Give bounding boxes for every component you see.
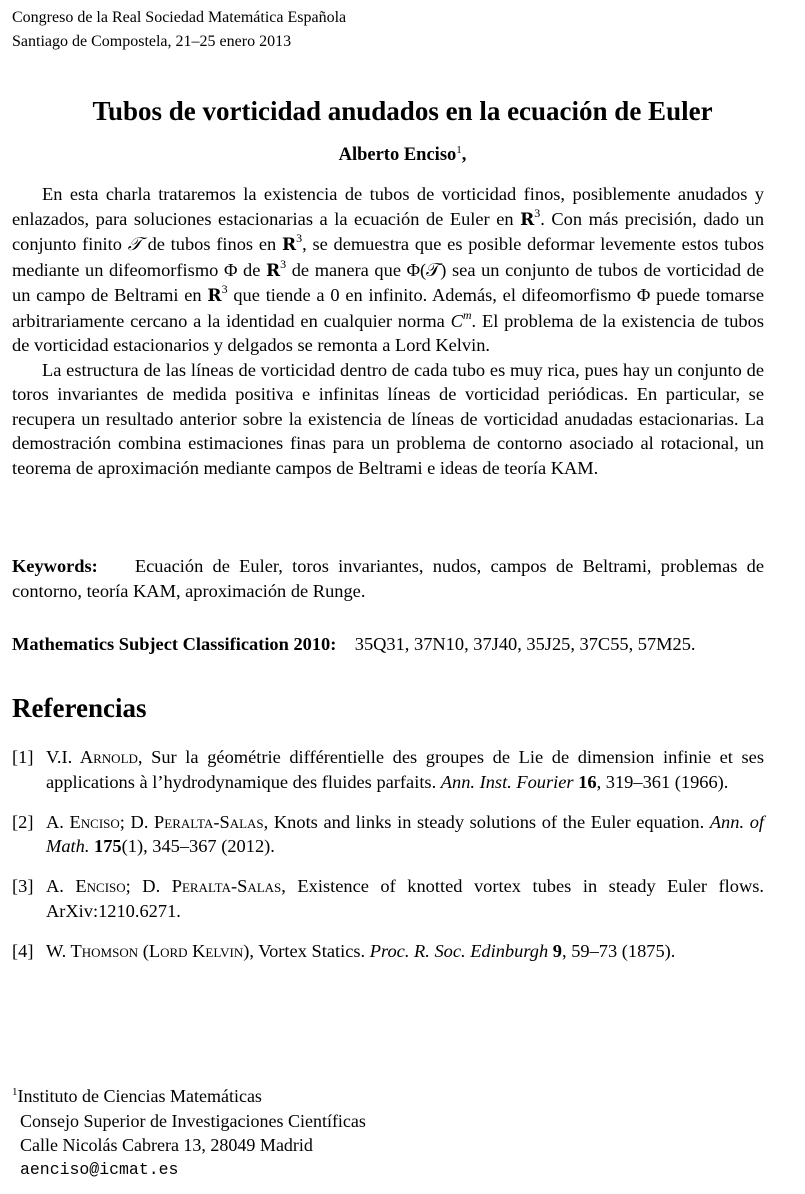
reference-author-sc: homson — [81, 940, 139, 961]
math-R: R — [207, 286, 222, 306]
author-name: Alberto Enciso — [338, 145, 457, 165]
reference-author-sc: nciso — [86, 876, 126, 896]
reference-journal: Proc. R. Soc. Edinburgh — [369, 940, 549, 961]
reference-number: [1] — [12, 747, 34, 767]
reference-author-sc: rnold — [93, 747, 138, 767]
paper-title: Tubos de vorticidad anudados en la ecuación de Euler — [92, 96, 713, 126]
text-fragment: puede tomarse arbitrariamente cercano a la identidad en cualquier norma — [12, 285, 764, 331]
math-m: m — [462, 307, 472, 322]
reference-author: V.I. A — [46, 747, 94, 767]
reference-author: A. E — [46, 811, 81, 832]
author-affiliation-footnote — [12, 1084, 366, 1182]
reference-author: ; D. P — [125, 876, 182, 896]
text-fragment: sea un conjunto de tubos de vorticidad de un campo de Beltrami en — [12, 259, 765, 305]
math-Phi: Φ — [636, 285, 651, 305]
reference-author-sc: nciso — [80, 811, 120, 832]
math-R: R — [281, 235, 297, 255]
reference-author-sc: alas — [229, 811, 264, 832]
reference-author-sc: elvin — [205, 940, 244, 961]
author-footnote-mark: 1 — [456, 144, 462, 156]
reference-text: , Vortex Statics. — [249, 940, 370, 961]
conference-location-date: Santiago de Compostela, 21–25 enero 2013 — [12, 33, 292, 50]
reference-text: , Existence of knotted vortex tubes in steady Euler flows. ArXiv:1210.6271. — [46, 876, 764, 921]
text-fragment: . Con más precisión, dado un conjunto finito — [12, 208, 765, 254]
text-fragment: de tubos finos en — [141, 234, 282, 254]
reference-author: -S — [213, 811, 230, 832]
reference-pages-year: , 59–73 (1875). — [562, 940, 676, 961]
reference-author-sc: eralta — [164, 811, 214, 832]
msc-codes: 35Q31, 37N10, 37J40, 35J25, 37C55, 57M25. — [354, 634, 696, 654]
keywords-text: Ecuación de Euler, toros invariantes, nudos, campos de Beltrami, problemas de contorno, teoría KAM, aproximación de Runge. — [12, 556, 765, 601]
reference-author-sc: alas — [247, 876, 282, 896]
text-fragment: , se demuestra que es posible deformar levemente estos tubos mediante un difeomorfismo — [12, 234, 764, 280]
reference-volume: 175 — [94, 836, 122, 856]
reference-author: ; D. P — [119, 811, 165, 832]
reference-text: , Sur la géométrie différentielle des groupes de Lie de dimension infinie et ses applications à l’hydrodynamique des fluides parfaits. — [46, 747, 764, 792]
reference-author: A. E — [46, 876, 87, 896]
reference-pages-year: , 319–361 (1966). — [596, 771, 729, 792]
references-heading: Referencias — [12, 693, 147, 723]
institute-name: Instituto de Ciencias Matemáticas — [17, 1086, 262, 1106]
abstract-paragraph-2: La estructura de las líneas de vorticidad dentro de cada tubo es muy rica, pues hay un conjunto de toros invariantes de medida positiva e infinitas líneas de vorticidad periódicas. En particular, se recupera un resultado anterior sobre la existencia de líneas de vorticidad anudadas estacionarias. La demostración combina estimaciones finas para un problema de contorno asociado al rotacional, un teorema de aproximación mediante campos de Beltrami e ideas de teoría KAM. — [12, 359, 764, 478]
reference-item — [12, 810, 764, 859]
math-Phi-T: Φ(𝒯) — [406, 259, 447, 280]
reference-author: -S — [230, 876, 248, 896]
institution-address: Calle Nicolás Cabrera 13, 28049 Madrid — [20, 1135, 313, 1155]
text-fragment: de — [237, 259, 266, 280]
reference-item — [12, 939, 764, 964]
reference-author: K — [187, 940, 206, 961]
math-R: R — [265, 260, 281, 281]
reference-author: (L — [138, 940, 161, 961]
footnote-mark: 1 — [12, 1086, 18, 1098]
reference-author-sc: ord — [160, 940, 188, 961]
reference-text: , Knots and links in steady solutions of the Euler equation. — [263, 811, 710, 832]
reference-journal: Ann. Inst. Fourier — [440, 771, 574, 792]
institution-name: Consejo Superior de Investigaciones Científicas — [20, 1110, 366, 1131]
math-exponent: 3 — [534, 205, 541, 220]
reference-author-sc: eralta — [181, 876, 231, 896]
reference-pages-year: (1), 345–367 (2012). — [121, 836, 275, 856]
math-exponent: 3 — [221, 282, 228, 296]
math-exponent: 3 — [280, 256, 287, 271]
reference-volume: 9 — [552, 940, 562, 961]
keywords-label: Keywords: — [12, 556, 98, 576]
math-calT: 𝒯 — [127, 234, 142, 254]
references-list — [12, 745, 764, 979]
footnote-line — [12, 1084, 366, 1109]
math-R: R — [520, 209, 535, 230]
msc-label: Mathematics Subject Classification 2010: — [12, 634, 337, 654]
msc-classification — [12, 632, 764, 657]
text-fragment: . El problema de la existencia de tubos de vorticidad estacionarios y delgados se remonta a Lord Kelvin. — [12, 310, 764, 355]
author-email: aenciso@icmat.es — [20, 1159, 179, 1179]
reference-item — [12, 745, 764, 794]
reference-number: [2] — [12, 811, 34, 832]
reference-number: [3] — [12, 876, 34, 896]
keywords — [12, 554, 764, 603]
text-fragment: En esta charla trataremos la existencia de tubos de vorticidad finos, posiblemente anudados y enlazados, para soluciones estacionarias a la ecuación de Euler en — [12, 184, 764, 229]
conference-header — [12, 6, 346, 54]
text-fragment: de manera que — [286, 259, 407, 280]
reference-author: ) — [243, 940, 250, 961]
conference-name: Congreso de la Real Sociedad Matemática Española — [12, 9, 347, 26]
reference-number: [4] — [12, 940, 34, 961]
reference-author: W. T — [46, 940, 82, 961]
math-Phi: Φ — [223, 259, 238, 280]
reference-item — [12, 874, 764, 923]
reference-volume: 16 — [578, 771, 597, 792]
author-trail: , — [461, 145, 467, 165]
abstract-paragraph-1 — [12, 182, 764, 358]
text-fragment: que tiende a 0 en infinito. Además, el difeomorfismo — [227, 285, 637, 305]
abstract — [12, 182, 764, 480]
author-line — [0, 142, 805, 168]
math-exponent: 3 — [296, 231, 303, 245]
reference-journal: Ann. of Math. — [46, 811, 764, 856]
math-C: C — [450, 310, 463, 331]
